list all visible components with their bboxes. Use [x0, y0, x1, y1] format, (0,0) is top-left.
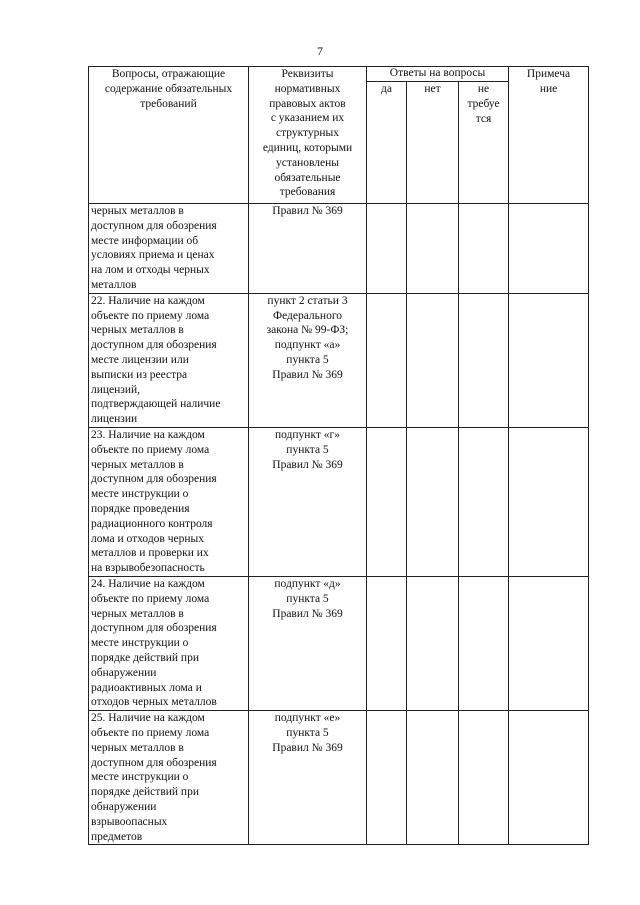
- page-number: 7: [317, 44, 323, 58]
- table-row: [89, 576, 589, 710]
- header-question: Вопросы, отражающие содержание обязательных требований: [89, 67, 249, 204]
- answer-yes-cell[interactable]: [367, 427, 407, 576]
- answer-no-cell[interactable]: [407, 711, 459, 845]
- header-yes: да: [367, 82, 407, 204]
- answer-no-cell[interactable]: [407, 576, 459, 710]
- note-cell[interactable]: [509, 711, 589, 845]
- note-cell[interactable]: [509, 204, 589, 294]
- note-cell[interactable]: [509, 427, 589, 576]
- requisites-cell: Правил № 369: [249, 204, 367, 294]
- table-header-row: [89, 67, 589, 82]
- table-row: [89, 204, 589, 294]
- question-cell: 25. Наличие на каждом объекте по приему лома черных металлов в доступном для обозрения месте инструкции о порядке действий при обнаружении взрывоопасных предметов: [89, 711, 249, 845]
- note-cell[interactable]: [509, 576, 589, 710]
- requisites-cell: подпункт «е» пункта 5 Правил № 369: [249, 711, 367, 845]
- requisites-cell: подпункт «г» пункта 5 Правил № 369: [249, 427, 367, 576]
- note-cell[interactable]: [509, 293, 589, 427]
- answer-no-cell[interactable]: [407, 293, 459, 427]
- answer-no-cell[interactable]: [407, 427, 459, 576]
- header-answers-group: Ответы на вопросы: [367, 67, 509, 82]
- table-row: [89, 427, 589, 576]
- question-cell: 22. Наличие на каждом объекте по приему лома черных металлов в доступном для обозрения месте лицензии или выписки из реестра лицензий, подтверждающей наличие лицензии: [89, 293, 249, 427]
- table-row: [89, 293, 589, 427]
- answer-yes-cell[interactable]: [367, 204, 407, 294]
- checklist-table: [88, 66, 589, 845]
- header-note: Примеча ние: [509, 67, 589, 204]
- answer-yes-cell[interactable]: [367, 293, 407, 427]
- answer-no-cell[interactable]: [407, 204, 459, 294]
- answer-not-required-cell[interactable]: [459, 293, 509, 427]
- answer-not-required-cell[interactable]: [459, 427, 509, 576]
- question-cell: черных металлов в доступном для обозрения месте информации об условиях приема и ценах на лом и отходы черных металлов: [89, 204, 249, 294]
- requisites-cell: подпункт «д» пункта 5 Правил № 369: [249, 576, 367, 710]
- header-not-required: не требуе тся: [459, 82, 509, 204]
- table-row: [89, 711, 589, 845]
- answer-not-required-cell[interactable]: [459, 204, 509, 294]
- requisites-cell: пункт 2 статьи 3 Федерального закона № 99-ФЗ; подпункт «а» пункта 5 Правил № 369: [249, 293, 367, 427]
- answer-yes-cell[interactable]: [367, 576, 407, 710]
- answer-not-required-cell[interactable]: [459, 711, 509, 845]
- question-cell: 23. Наличие на каждом объекте по приему лома черных металлов в доступном для обозрения месте инструкции о порядке проведения радиационного контроля лома и отходов черных металлов и проверки их на взрывобезопасность: [89, 427, 249, 576]
- question-cell: 24. Наличие на каждом объекте по приему лома черных металлов в доступном для обозрения месте инструкции о порядке действий при обнаружении радиоактивных лома и отходов черных металлов: [89, 576, 249, 710]
- answer-yes-cell[interactable]: [367, 711, 407, 845]
- header-requisites: Реквизиты нормативных правовых актов с указанием их структурных единиц, которыми установлены обязательные требования: [249, 67, 367, 204]
- answer-not-required-cell[interactable]: [459, 576, 509, 710]
- header-no: нет: [407, 82, 459, 204]
